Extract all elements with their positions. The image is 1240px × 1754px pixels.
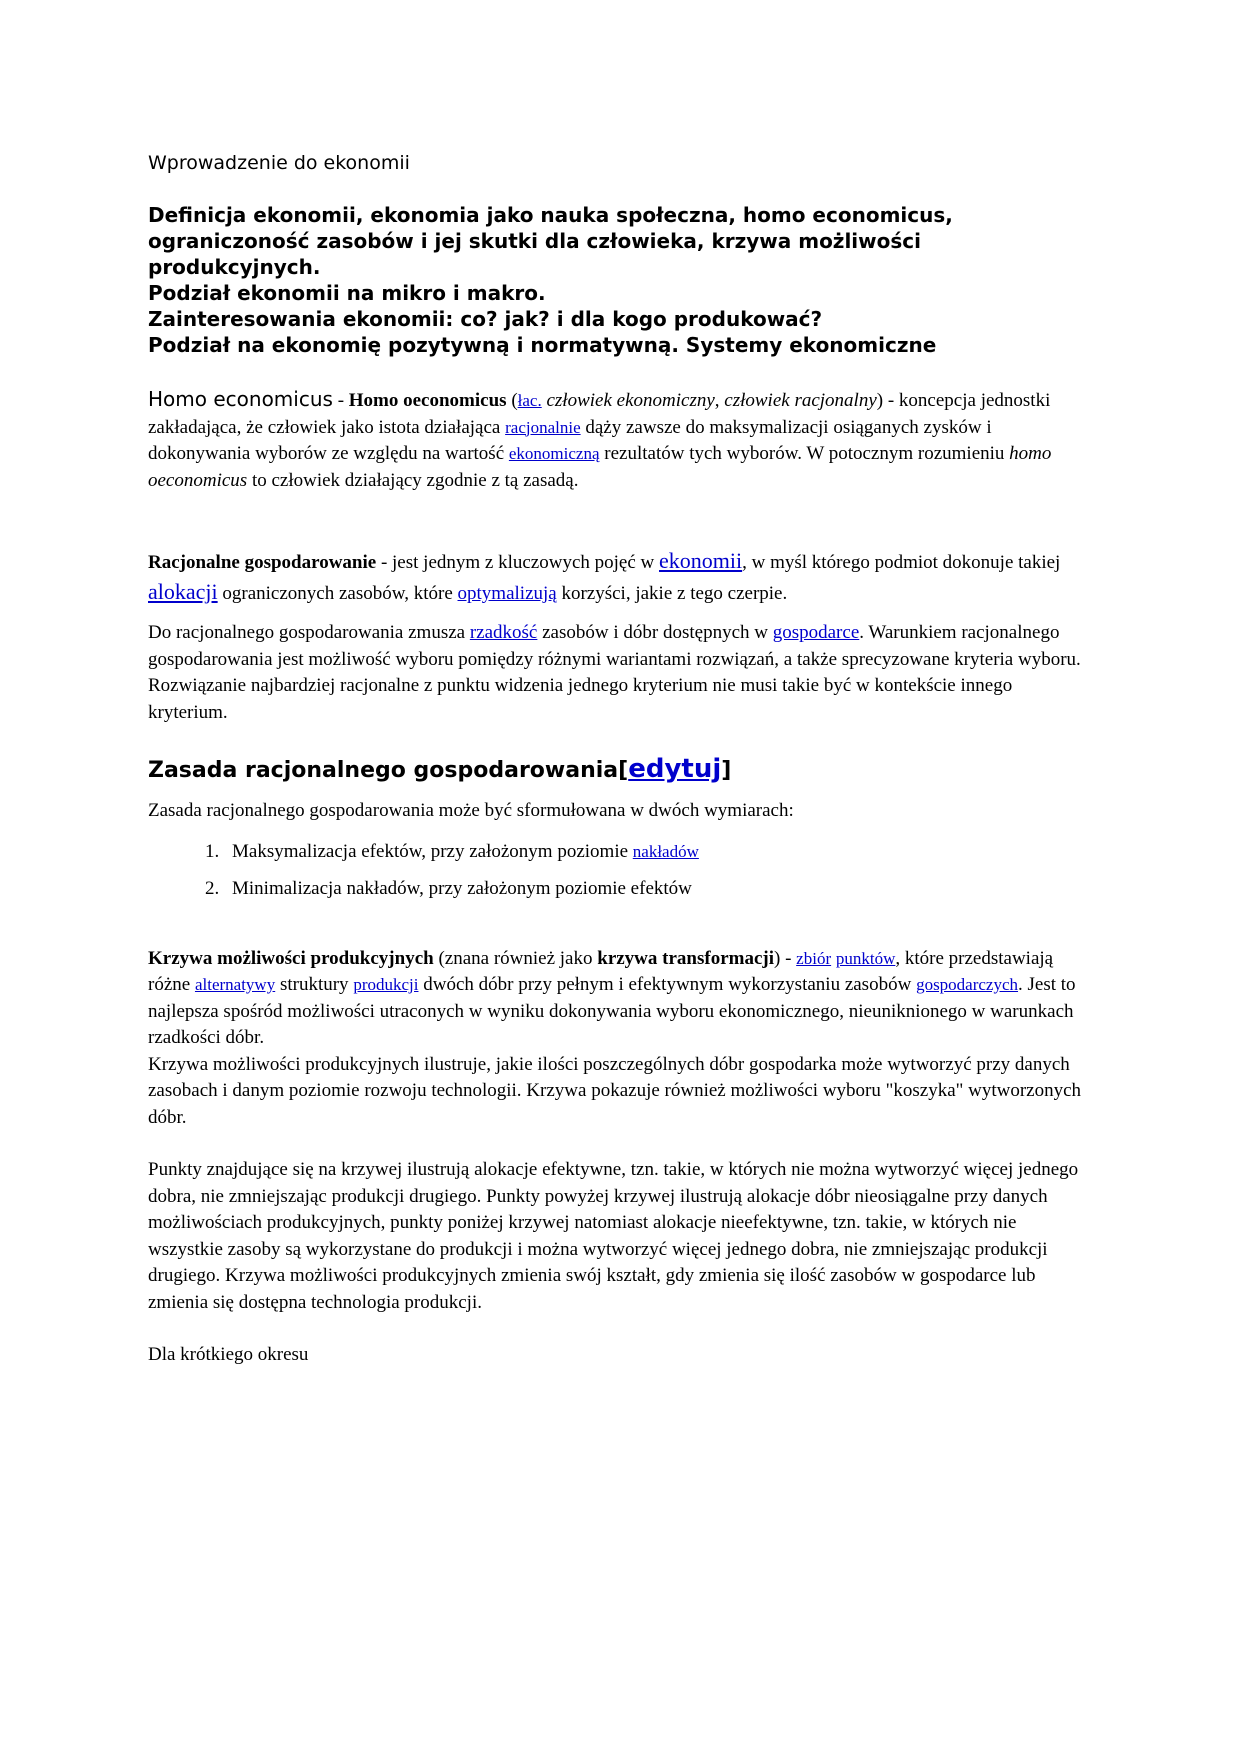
ekonomiczna-link[interactable]: ekonomiczną [508,444,600,463]
krzywa-transformacji-term: krzywa transformacji [597,947,775,969]
topic-line: Podział ekonomii na mikro i makro. [148,281,546,305]
italic-term: człowiek racjonalny [724,390,877,411]
punktow-link[interactable]: punktów [835,948,896,968]
list-item [224,839,1088,865]
gospodarczych-link[interactable]: gospodarczych [916,975,1019,994]
text-fragment: (znana również jako [433,947,598,969]
gospodarce-link[interactable]: gospodarce [772,622,860,643]
homo-heading: Homo economicus [148,387,333,411]
racjonalne-term: Racjonalne gospodarowanie [148,552,377,573]
text-fragment: zasobów i dóbr dostępnych w [537,622,773,643]
homo-economicus-paragraph [148,386,1088,494]
zbior-link[interactable]: zbiór [796,948,832,968]
text-fragment: Do racjonalnego gospodarowania zmusza [148,622,470,643]
text-fragment: ( [506,390,518,411]
topic-line: Definicja ekonomii, ekonomia jako nauka społeczna, homo economicus, [148,203,953,227]
homo-term: Homo oeconomicus [348,390,507,411]
text-fragment: dwóch dóbr przy pełnym i efektywnym wykorzystaniu zasobów [418,974,917,995]
lat-link[interactable]: łac. [517,391,542,410]
text-fragment: , [714,390,725,411]
text-fragment: rezultatów tych wyborów. W potocznym rozumieniu [599,443,1010,464]
zasada-heading [148,754,1088,786]
text-fragment: - jest jednym z kluczowych pojęć w [376,552,660,573]
zasada-intro: Zasada racjonalnego gospodarowania może być sformułowana w dwóch wymiarach: [148,800,794,821]
rzadkosc-link[interactable]: rzadkość [469,622,538,643]
dla-krotkiego-paragraph: Dla krótkiego okresu [148,1344,309,1365]
text-fragment: struktury [275,974,354,995]
text-fragment: Krzywa możliwości produkcyjnych ilustruje, jakie ilości poszczególnych dóbr gospodarka może wytworzyć przy danych zasobach i danym poziomie rozwoju technologii. Krzywa pokazuje również możliwości wyboru "koszyka" wytworzonych dóbr. [148,1053,1082,1128]
document-title: Wprowadzenie do ekonomii [148,152,410,174]
racjonalnie-link[interactable]: racjonalnie [505,417,581,437]
text-fragment: to człowiek działający zgodnie z tą zasadą. [247,469,579,491]
do-racjonalnego-paragraph [148,620,1088,726]
text-fragment: ) - koncepcja jednostki zakładająca, że człowiek jako istota działająca [148,390,1051,438]
topic-list [148,202,1088,358]
alokacji-link[interactable]: alokacji [148,579,218,604]
text-fragment: , w myśl którego podmiot dokonuje takiej [742,552,1061,573]
text-fragment: korzyści, jakie z tego czerpie. [556,583,788,604]
italic-term: homo oeconomicus [148,443,1052,491]
krzywa-term: Krzywa możliwości produkcyjnych [148,947,434,969]
text-fragment: dąży zawsze do maksymalizacji osiąganych zysków i dokonywania wyborów ze względu na wartość [148,416,992,464]
optymalizuja-link[interactable]: optymalizują [457,583,557,604]
punkty-paragraph: Punkty znajdujące się na krzywej ilustrują alokacje efektywne, tzn. takie, w których nie można wytworzyć więcej jednego dobra, nie zmniejszając produkcji drugiego. Punkty powyżej krzywej ilustrują alokacje dóbr nieosiągalne przy danych możliwościach produkcyjnych, punkty poniżej krzywej natomiast alokacje nieefektywne, tzn. takie, w których nie wszystkie zasoby są wykorzystane do produkcji i można wytworzyć więcej jednego dobra, nie zmniejszając produkcji drugiego. Krzywa możliwości produkcyjnych zmienia swój kształt, gdy zmienia się ilość zasobów w gospodarce lub zmienia się dostępna technologia produkcji. [148,1159,1079,1313]
edit-link[interactable]: edytuj [628,754,722,784]
text-fragment: . Jest to najlepsza spośród możliwości utraconych w wyniku dokonywania wyboru ekonomicznego, nieuniknionego w warunkach rzadkości dóbr. [148,974,1076,1048]
naklady-link[interactable]: nakładów [632,841,699,861]
alternatywy-link[interactable]: alternatywy [194,975,276,994]
zasada-list [148,839,1088,902]
list-item [224,876,1088,902]
text-fragment: . Warunkiem racjonalnego gospodarowania jest możliwość wyboru pomiędzy różnymi wariantami rozwiązań, a także sprecyzowane kryteria wyboru. Rozwiązanie najbardziej racjonalne z punktu widzenia jednego kryterium nie musi takie być w kontekście innego kryterium. [148,622,1081,723]
topic-line: Zainteresowania ekonomii: co? jak? i dla kogo produkować? [148,307,823,331]
topic-line: Podział na ekonomię pozytywną i normatywną. Systemy ekonomiczne [148,333,937,357]
ekonomii-link[interactable]: ekonomii [659,548,743,573]
text-fragment: ) - [774,947,797,969]
text-fragment: ograniczonych zasobów, które [217,583,458,604]
bracket: ] [721,758,732,783]
italic-term: człowiek ekonomiczny [546,390,715,411]
bracket: [ [618,758,629,783]
produkcji-link[interactable]: produkcji [353,975,419,994]
text-fragment: Maksymalizacja efektów, przy założonym poziomie [232,840,633,862]
text-fragment: - [332,390,349,411]
racjonalne-gospodarowanie-paragraph [148,546,1088,608]
krzywa-paragraph [148,946,1088,1132]
text-fragment: Minimalizacja nakładów, przy założonym poziomie efektów [232,877,692,899]
document-page [148,140,1088,1369]
heading-text: Zasada racjonalnego gospodarowania [148,758,619,783]
text-fragment: , które przedstawiają różne [148,947,1054,995]
topic-line: ograniczoność zasobów i jej skutki dla człowieka, krzywa możliwości produkcyjnych. [148,229,921,279]
